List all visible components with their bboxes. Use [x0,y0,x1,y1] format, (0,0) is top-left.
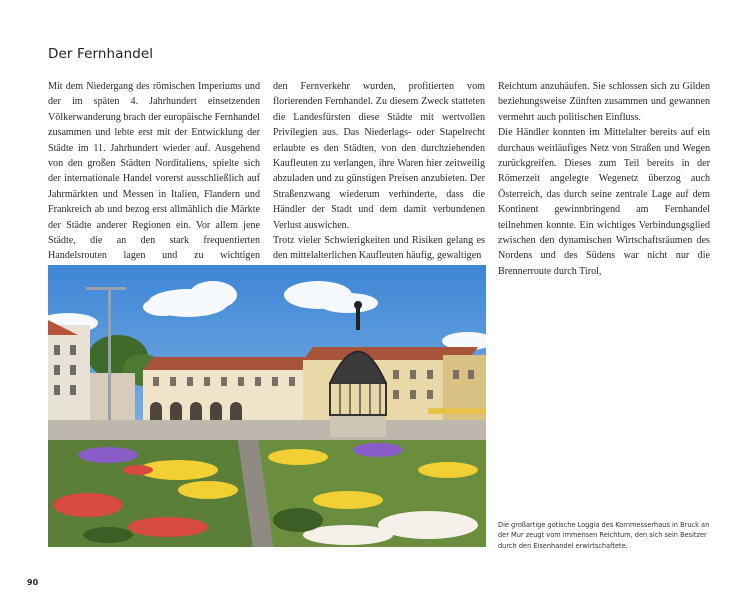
paragraph: den Fernverkehr wurden, profitierten vom florierenden Fernhandel. Zu diesem Zweck statteten die Landesfürsten diese Städte mit wertvollen Privilegien aus. Das Niederlags- oder Stapelrecht erlaubte es den Städten, von den durchziehenden Kaufleuten zu verlangen, ihre Waren hier zeitweilig abzuladen und zu günstigen Preisen anzubieten. Der Straßenzwang wiederum verhinderte, dass die Händler der Stadt und dem damit verbundenen Verlust auswichen. Trotz vieler Schwierigkeiten und Risiken gelang es den mittelalterlichen Kaufleuten häufig, gewaltigen [273,81,485,262]
text-column-1 [48,79,260,279]
text-column-2 [273,79,485,264]
paragraph: Mit dem Niedergang des römischen Imperiums und der im späten 4. Jahrhundert einsetzenden Völkerwanderung brach der europäische Fernhandel zusammen und lebte erst mit der Entwicklung der Städte im 11. Jahrhundert wieder auf. Ausgehend von den großen Städten Norditaliens, spielte sich der internationale Handel vorerst ausschließlich auf Jahrmärkten und Messen in Italien, Flandern und Frankreich ab und bezog erst allmählich die Märkte der Städte anderer Regionen ein. Vor allem jene Städte, die an den stark frequentierten Handelsrouten lagen und zu wichtigen [48,81,260,262]
text-column-3 [498,79,710,279]
section-heading: Der Fernhandel [48,46,154,62]
town-square-photo [48,265,486,547]
page-number: 90 [27,578,39,587]
paragraph: Reichtum anzuhäufen. Sie schlossen sich zu Gilden beziehungsweise Zünften zusammen und gewannen vermehrt auch politischen Einfluss. Die Händler konnten im Mittelalter bereits auf ein durchaus weitläufiges Netz von Straßen und Wegen zurückgreifen. Dieses zum Teil bereits in der Römerzeit angelegte Wegenetz überzog auch Österreich, das durch seine zentrale Lage auf dem Kontinent gewinnbringend am Fernhandel teilnehmen konnte. Ein wichtiges Verbindungsglied zwischen den dynamischen Wirtschaftsräumen des Nordens und des Südens war nicht nur die Brennerroute durch Tirol, [498,81,710,277]
photo-caption: Die großartige gotische Loggia des Kornmesserhaus in Bruck an der Mur zeugt vom immensen Reichtum, den sich sein Besitzer durch den Eisenhandel erwirtschaftete. [498,521,710,550]
